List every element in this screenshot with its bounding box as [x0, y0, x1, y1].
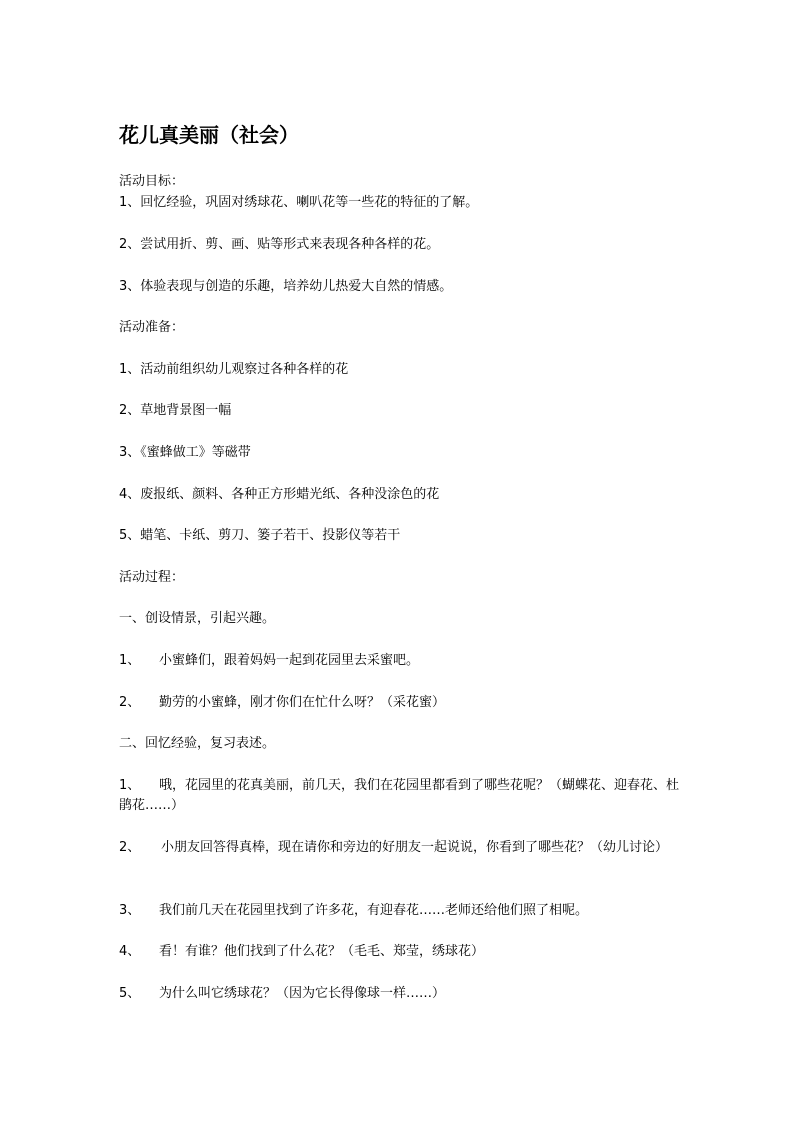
item-text: 为什么叫它绣球花？（因为它长得像球一样……） [159, 986, 446, 1001]
section-1-heading: 一、创设情景，引起兴趣。 [119, 611, 276, 626]
section-2-item-5 [119, 984, 445, 1004]
section-2-item-1 [119, 776, 679, 816]
preparation-heading: 活动准备： [119, 320, 185, 335]
goal-item-2: 2、尝试用折、剪、画、贴等形式来表现各种各样的花。 [119, 237, 440, 252]
item-text: 我们前几天在花园里找到了许多花，有迎春花……老师还给他们照了相呢。 [159, 903, 589, 918]
item-text: 看！有谁？他们找到了什么花？（毛毛、郑莹，绣球花） [159, 944, 485, 959]
item-number: 1、 [119, 653, 141, 668]
preparation-item-3: 3、《蜜蜂做工》等磁带 [119, 445, 251, 460]
preparation-item-5: 5、蜡笔、卡纸、剪刀、篓子若干、投影仪等若干 [119, 528, 401, 543]
item-text: 哦，花园里的花真美丽，前几天，我们在花园里都看到了哪些花呢？（蝴蝶花、迎春花、杜鹃花……） [119, 778, 680, 813]
item-number: 1、 [119, 778, 141, 793]
section-2-item-2 [119, 838, 679, 858]
preparation-item-1: 1、活动前组织幼儿观察过各种各样的花 [119, 362, 349, 377]
item-number: 4、 [119, 944, 141, 959]
process-heading: 活动过程： [119, 570, 185, 585]
item-number: 2、 [119, 695, 141, 710]
item-number: 2、 [119, 840, 141, 855]
section-2-item-4 [119, 942, 484, 962]
section-1-item-1 [119, 651, 419, 671]
goals-heading: 活动目标： [119, 174, 185, 189]
item-number: 3、 [119, 903, 141, 918]
section-2-item-3 [119, 901, 588, 921]
preparation-item-4: 4、废报纸、颜料、各种正方形蜡光纸、各种没涂色的花 [119, 487, 440, 502]
item-text: 勤劳的小蜜蜂，刚才你们在忙什么呀？（采花蜜） [159, 695, 446, 710]
goal-item-1: 1、回忆经验，巩固对绣球花、喇叭花等一些花的特征的了解。 [119, 195, 479, 210]
goal-item-3: 3、体验表现与创造的乐趣，培养幼儿热爱大自然的情感。 [119, 279, 453, 294]
item-number: 5、 [119, 986, 141, 1001]
document-title: 花儿真美丽（社会） [119, 123, 299, 147]
preparation-item-2: 2、草地背景图一幅 [119, 403, 232, 418]
section-1-item-2 [119, 693, 445, 713]
item-text: 小朋友回答得真棒，现在请你和旁边的好朋友一起说说，你看到了哪些花？（幼儿讨论） [161, 840, 669, 855]
section-2-heading: 二、回忆经验，复习表述。 [119, 736, 276, 751]
item-text: 小蜜蜂们，跟着妈妈一起到花园里去采蜜吧。 [159, 653, 420, 668]
